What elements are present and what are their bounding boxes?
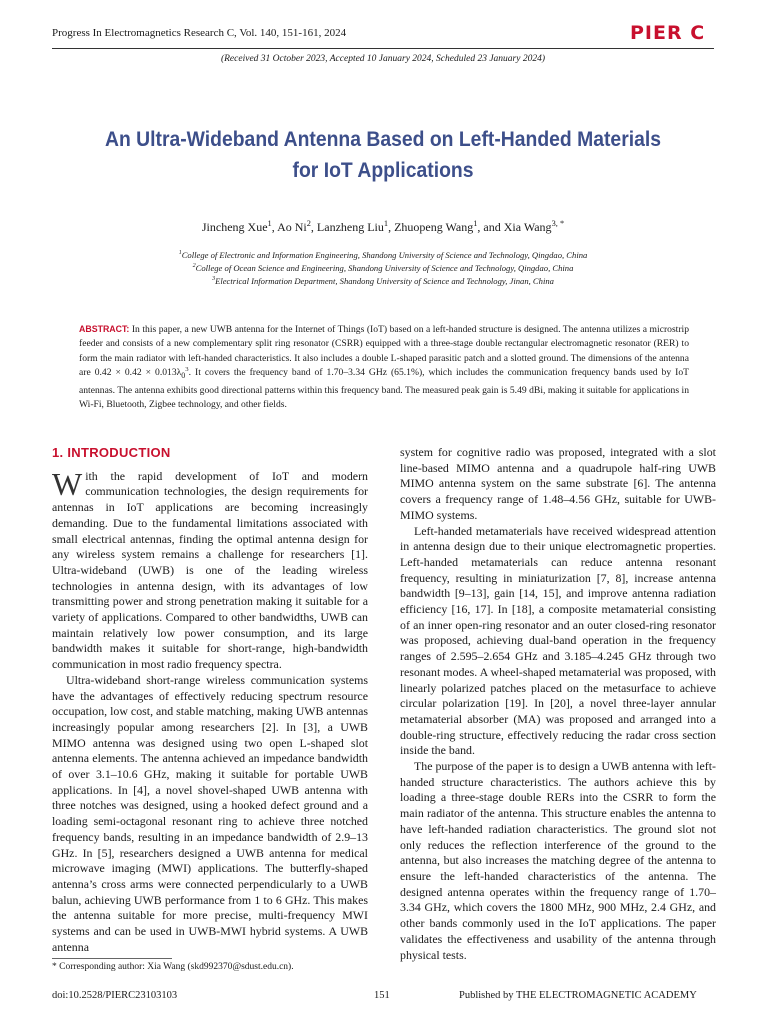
intro-paragraph-2: Ultra-wideband short-range wireless communication systems have the advantages of effectively reducing spectrum resource occupation, low cost, and stable matching, making UWB antennas increasingly popular among researchers [2]. In [3], a UWB MIMO antenna was designed using two open L-shaped slot antenna elements. The antenna achieved an impedance bandwidth of over 3.1–10.6 GHz, making it suitable for portable UWB applications. In [4], a novel shovel-shaped UWB antenna with three notches was designed, using a hooked defect ground and a loading semi-octagonal resonant ring to achieve three notched frequency bands, resulting in an impedance bandwidth of 2.9–13 GHz. In [5], researchers designed a UWB antenna for medical microwave imaging (MWI) applications. The butterfly-shaped antenna’s cross arms were connected perpendicularly to a UWB balun, achieving UWB performance from 1 to 6 GHz. This makes the antenna suitable for more precise, multi-frequency MWI systems and can be used in UWB-MWI hybrid systems. A UWB antenna <box>52 672 369 954</box>
corresponding-author-footnote: * Corresponding author: Xia Wang (skd992370@sdust.edu.cn). <box>52 962 294 972</box>
author-affiliation-mark: 1 <box>267 219 272 228</box>
author-affiliation-mark: 2 <box>306 219 311 228</box>
journal-logo: PIER C <box>630 22 706 44</box>
dims-value: 0.42 × 0.42 × 0.013λ <box>94 367 182 379</box>
column-right <box>400 445 716 963</box>
affiliation-text: College of Ocean Science and Engineering, Shandong University of Science and Technology, Qingdao, China <box>195 263 574 273</box>
paragraph-text: ith the rapid development of IoT and modern communication technologies, the design requirements for antennas in IoT applications are becoming increasingly demanding. Due to the fundamental limitations associated with small electrical antennas, finding the optimal antenna design for any wireless system remains a challenge for researchers [1]. Ultra-wideband (UWB) is one of the leading wireless technologies in antenna design, with its advantages of low transmitting power and strong penetration making it suitable for a variety of applications. Compared to other bandwidths, UWB can maintain relatively low power consumption, and its large bandwidth makes it suitable for short-range, high-bandwidth communication in most radio frequency spectra. <box>52 468 368 672</box>
doi: doi:10.2528/PIERC23103103 <box>52 990 178 1001</box>
affiliation-text: Electrical Information Department, Shandong University of Science and Technology, Jinan, China <box>215 276 554 286</box>
antenna-dimensions <box>94 366 189 381</box>
affiliation-2 <box>52 263 714 273</box>
header-rule <box>52 48 714 49</box>
affiliation-text: College of Electronic and Information Engineering, Shandong University of Science and Technology, Qingdao, China <box>181 250 588 260</box>
journal-citation: Progress In Electromagnetics Research C, Vol. 140, 151-161, 2024 <box>52 27 347 39</box>
affiliation-mark: 2 <box>192 263 196 270</box>
abstract-label: ABSTRACT: <box>79 324 130 334</box>
column-left <box>52 445 368 956</box>
publisher: Published by THE ELECTROMAGNETIC ACADEMY <box>459 990 697 1001</box>
footnote-rule <box>52 958 172 959</box>
affiliation-mark: 3 <box>212 276 216 283</box>
author-name: Ao Ni <box>277 220 307 234</box>
author-name: Jincheng Xue <box>201 220 268 234</box>
author-affiliation-mark: 3, * <box>551 219 565 228</box>
affiliation-mark: 1 <box>178 250 182 257</box>
dims-superscript: 3 <box>185 366 189 374</box>
paper-title <box>85 124 681 186</box>
section-heading: 1. INTRODUCTION <box>52 445 171 460</box>
abstract-text-2: . It covers the frequency band of 1.70–3.34 GHz (65.1%), which includes the communication frequency bands used by IoT antennas. The antenna exhibits good directional patterns within this frequency band. The measured peak gain is 5.49 dBi, making it suitable for applications in Wi-Fi, Bluetooth, Zigbee technology, and other fields. <box>79 367 689 410</box>
author-affiliation-mark: 1 <box>473 219 478 228</box>
dims-subscript: 0 <box>181 371 186 381</box>
author-name: Lanzheng Liu <box>316 220 384 234</box>
affiliation-3 <box>52 276 714 286</box>
intro-paragraph-1 <box>52 465 368 673</box>
page-number: 151 <box>374 990 390 1001</box>
abstract-text-1: In this paper, a new UWB antenna for the Internet of Things (IoT) based on a left-handed structure is designed. The antenna utilizes a microstrip feeder and consists of a new complementary split ring resonator (CSRR) equipped with a three-stage double rectangular electromagnetic resonator (RER) to form the main radiator with left-handed characteristics. It also includes a double L-shaped parasitic patch and a slotted ground. The dimensions of the antenna are <box>79 324 689 379</box>
author-name: Xia Wang <box>503 220 552 234</box>
author-name: Zhuopeng Wang <box>394 220 474 234</box>
author-list: Jincheng Xue$^1$, Ao Ni$^2$, Lanzheng Liu$^1$, Zhuopeng Wang$^1$, and Xia Wang$^{3, *}$ <box>201 219 565 234</box>
abstract <box>79 322 689 412</box>
intro-paragraph-4: Left-handed metamaterials have received widespread attention in antenna design due to their unique electromagnetic properties. Left-handed metamaterials can reduce antenna resonant frequency, resulting in miniaturization [7, 8], increase antenna bandwidth [9–13], gain [14, 15], and improve antenna radiation efficiency [16, 17]. In [18], a composite metamaterial consisting of an inner open-ring resonator and an outer closed-ring resonator was proposed, achieving dual-band operation in the frequency ranges of 2.595–2.654 GHz and 3.185–4.245 GHz through two resonant modes. A wheel-shaped metamaterial was proposed, with linearly polarized patches placed on the metasurface to achieve circular polarization [19]. In [20], a novel three-layer annular metamaterial absorber (MA) was proposed and arranged into a double-ring structure, effectively reducing the radar cross section inside the band. <box>400 523 717 758</box>
title-line-1: An Ultra-Wideband Antenna Based on Left-Handed Materials <box>104 127 662 151</box>
drop-cap: W <box>52 465 83 502</box>
title-line-2: for IoT Applications <box>292 158 474 182</box>
received-dates: (Received 31 October 2023, Accepted 10 January 2024, Scheduled 23 January 2024) <box>220 54 546 64</box>
affiliation-1 <box>52 250 714 260</box>
author-affiliation-mark: 1 <box>383 219 389 228</box>
intro-paragraph-5: The purpose of the paper is to design a UWB antenna with left-handed structure characteristics. The authors achieve this by loading a three-stage double RERs into the CSRR to form the main radiator of the antenna. This structure enables the antenna to have left-handed radiation characteristics. The ground slot not only reduces the reflection interference of the ground to the antenna, but also increases the matching degree of the antenna to ensure the left-handed characteristics of the antenna. The designed antenna operates within the frequency range of 1.70–3.34 GHz, which covers the 1800 MHz, 900 MHz, 2.4 GHz, and other bands commonly used in the IoT applications. The paper validates the effectiveness and usability of the antenna through physical tests. <box>400 759 716 962</box>
intro-paragraph-3: system for cognitive radio was proposed, integrated with a slot line-based MIMO antenna and a quadrupole half-ring UWB MIMO antenna system on the same substrate [6]. The antenna covers a frequency range of 1.48–4.56 GHz, suitable for UWB-MIMO systems. <box>400 445 716 522</box>
